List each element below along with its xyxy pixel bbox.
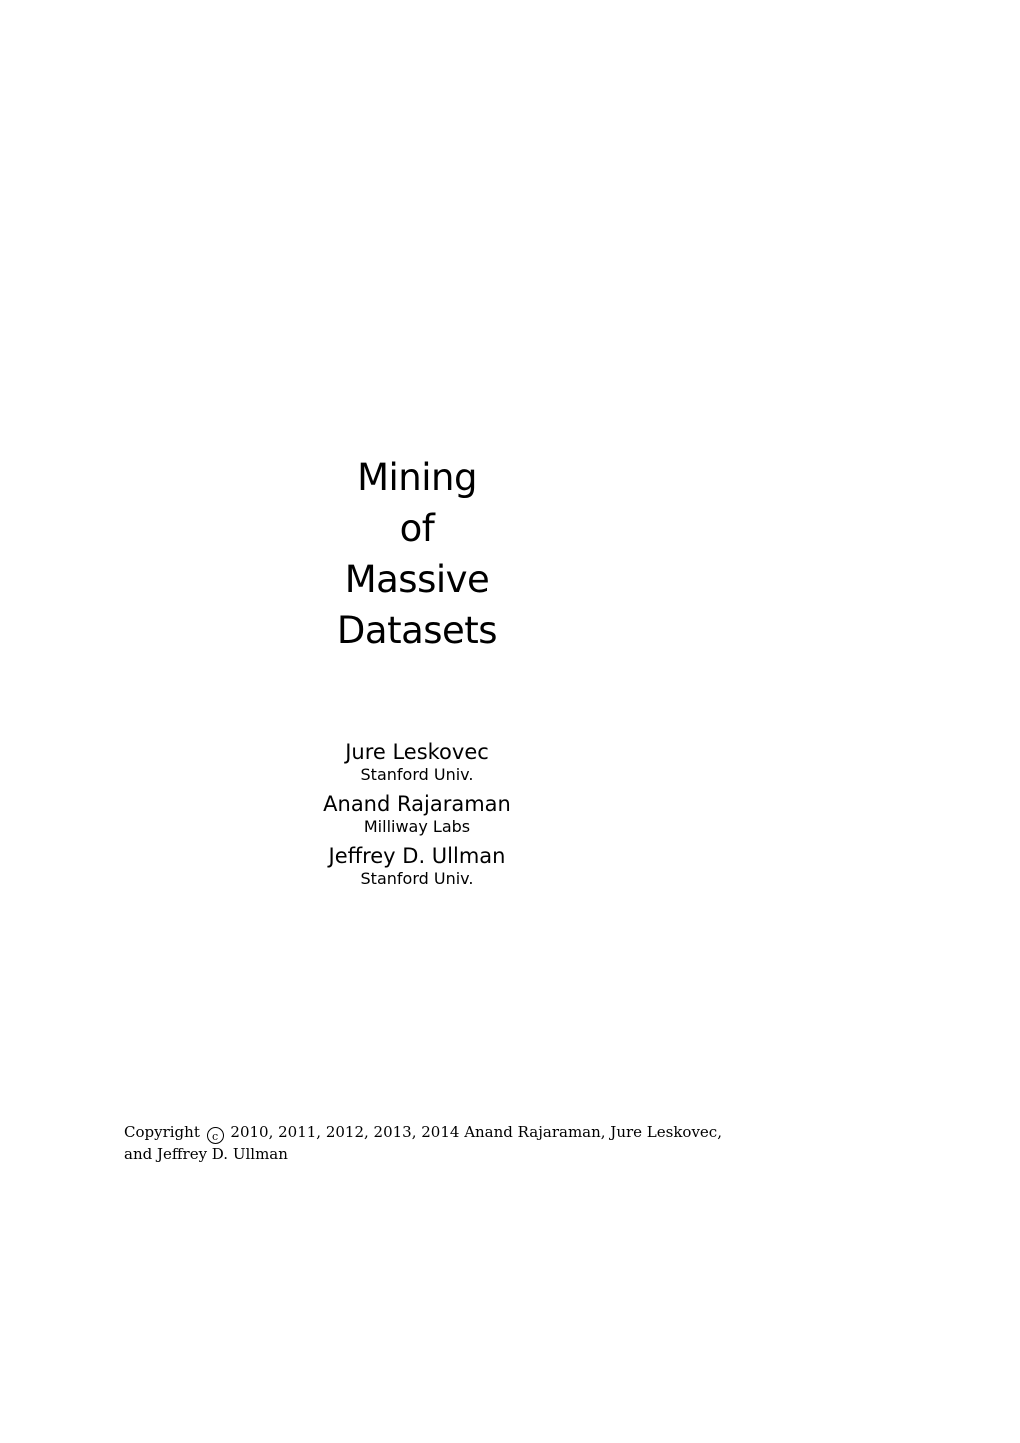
title-line-2: of [399,507,435,550]
copyright-line-1: 2010, 2011, 2012, 2013, 2014 Anand Rajaraman, Jure Leskovec, [230,1123,722,1141]
copyright-prefix: Copyright [124,1123,200,1141]
copyright-icon: c [207,1127,224,1144]
author-entry [267,791,567,836]
author-list [267,739,567,895]
copyright-line-2: and Jeffrey D. Ullman [124,1145,288,1163]
copyright-notice [124,1122,744,1165]
author-name: Jure Leskovec [345,740,489,764]
title-line-4: Datasets [336,609,498,652]
author-affiliation: Stanford Univ. [360,765,474,784]
book-title [267,452,567,656]
author-entry [267,739,567,784]
author-name: Jeffrey D. Ullman [328,844,506,868]
author-affiliation: Stanford Univ. [360,869,474,888]
title-line-1: Mining [357,456,477,499]
author-affiliation: Milliway Labs [363,817,471,836]
title-line-3: Massive [344,558,490,601]
author-name: Anand Rajaraman [323,792,511,816]
author-entry [267,843,567,888]
